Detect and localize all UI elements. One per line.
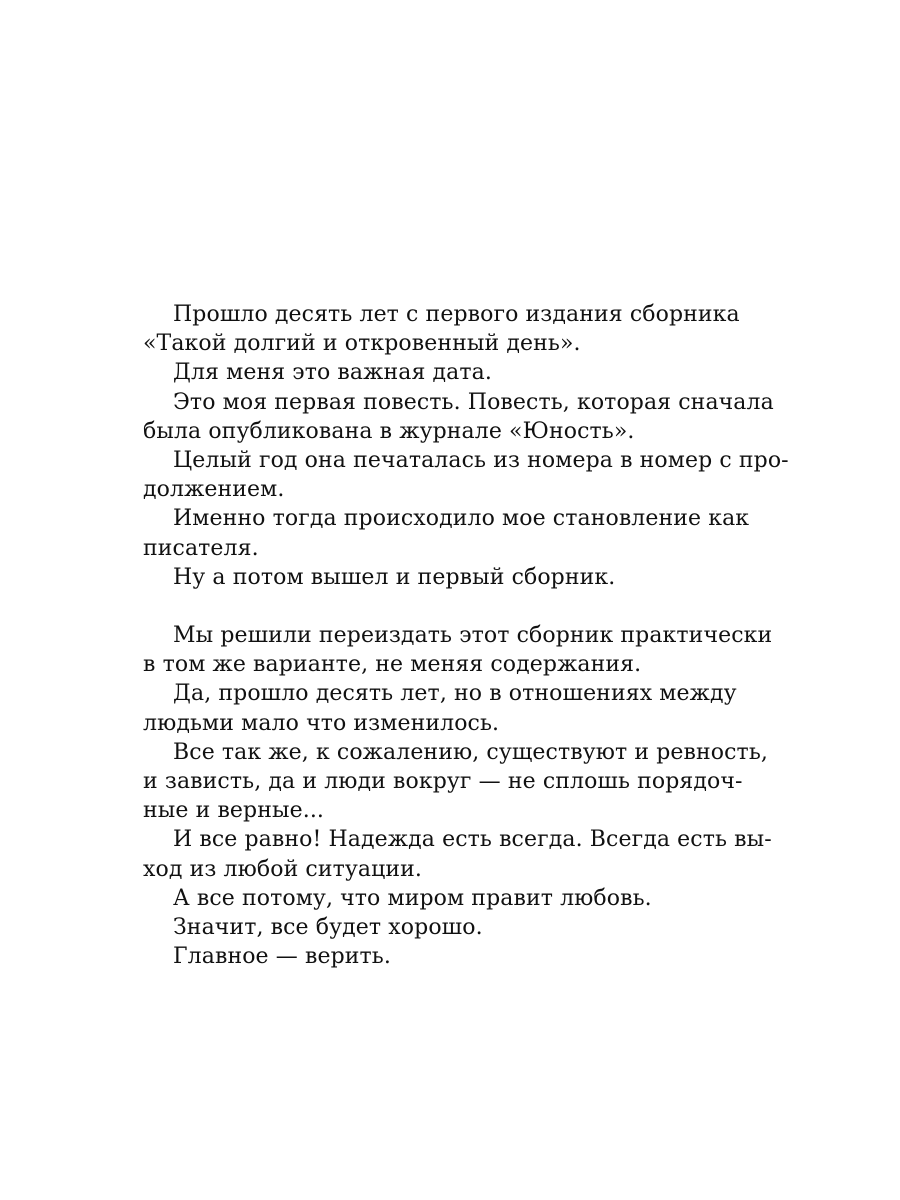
paragraph-line: людьми мало что изменилось. <box>143 710 500 736</box>
paragraph-line: Да, прошло десять лет, но в отношениях между <box>173 681 737 707</box>
paragraph-line: Главное — верить. <box>173 944 391 970</box>
paragraph-line: Целый год она печаталась из номера в номер с про- <box>173 447 789 473</box>
paragraph-line: Это моя первая повесть. Повесть, которая сначала <box>173 389 774 415</box>
paragraph-line: Ну а потом вышел и первый сборник. <box>173 564 616 590</box>
paragraph-line: Прошло десять лет с первого издания сборника <box>173 302 740 327</box>
paragraph-line: Для меня это важная дата. <box>173 360 492 386</box>
section-gap <box>143 592 716 621</box>
paragraph-line: Все так же, к сожалению, существуют и ревность, <box>173 739 768 765</box>
paragraph-line: и зависть, да и люди вокруг — не сплошь порядоч- <box>143 769 743 794</box>
paragraph-line: ные и верные... <box>143 798 325 824</box>
paragraph-line: в том же варианте, не меняя содержания. <box>143 652 642 678</box>
paragraph-line: ход из любой ситуации. <box>143 856 423 882</box>
paragraph-line: «Такой долгий и откровенный день». <box>143 331 581 357</box>
paragraph-line: была опубликована в журнале «Юность». <box>143 418 635 444</box>
paragraph-line: писателя. <box>143 535 259 561</box>
paragraph-line: И все равно! Надежда есть всегда. Всегда есть вы- <box>173 827 772 853</box>
paragraph-line: Значит, все будет хорошо. <box>173 914 483 940</box>
paragraph-line: Мы решили переиздать этот сборник практически <box>173 623 773 649</box>
paragraph-line: должением. <box>143 477 285 503</box>
paragraph-line: А все потому, что миром правит любовь. <box>173 885 652 911</box>
paragraph-line: Именно тогда происходило мое становление как <box>173 506 750 532</box>
preface-text <box>143 300 789 971</box>
